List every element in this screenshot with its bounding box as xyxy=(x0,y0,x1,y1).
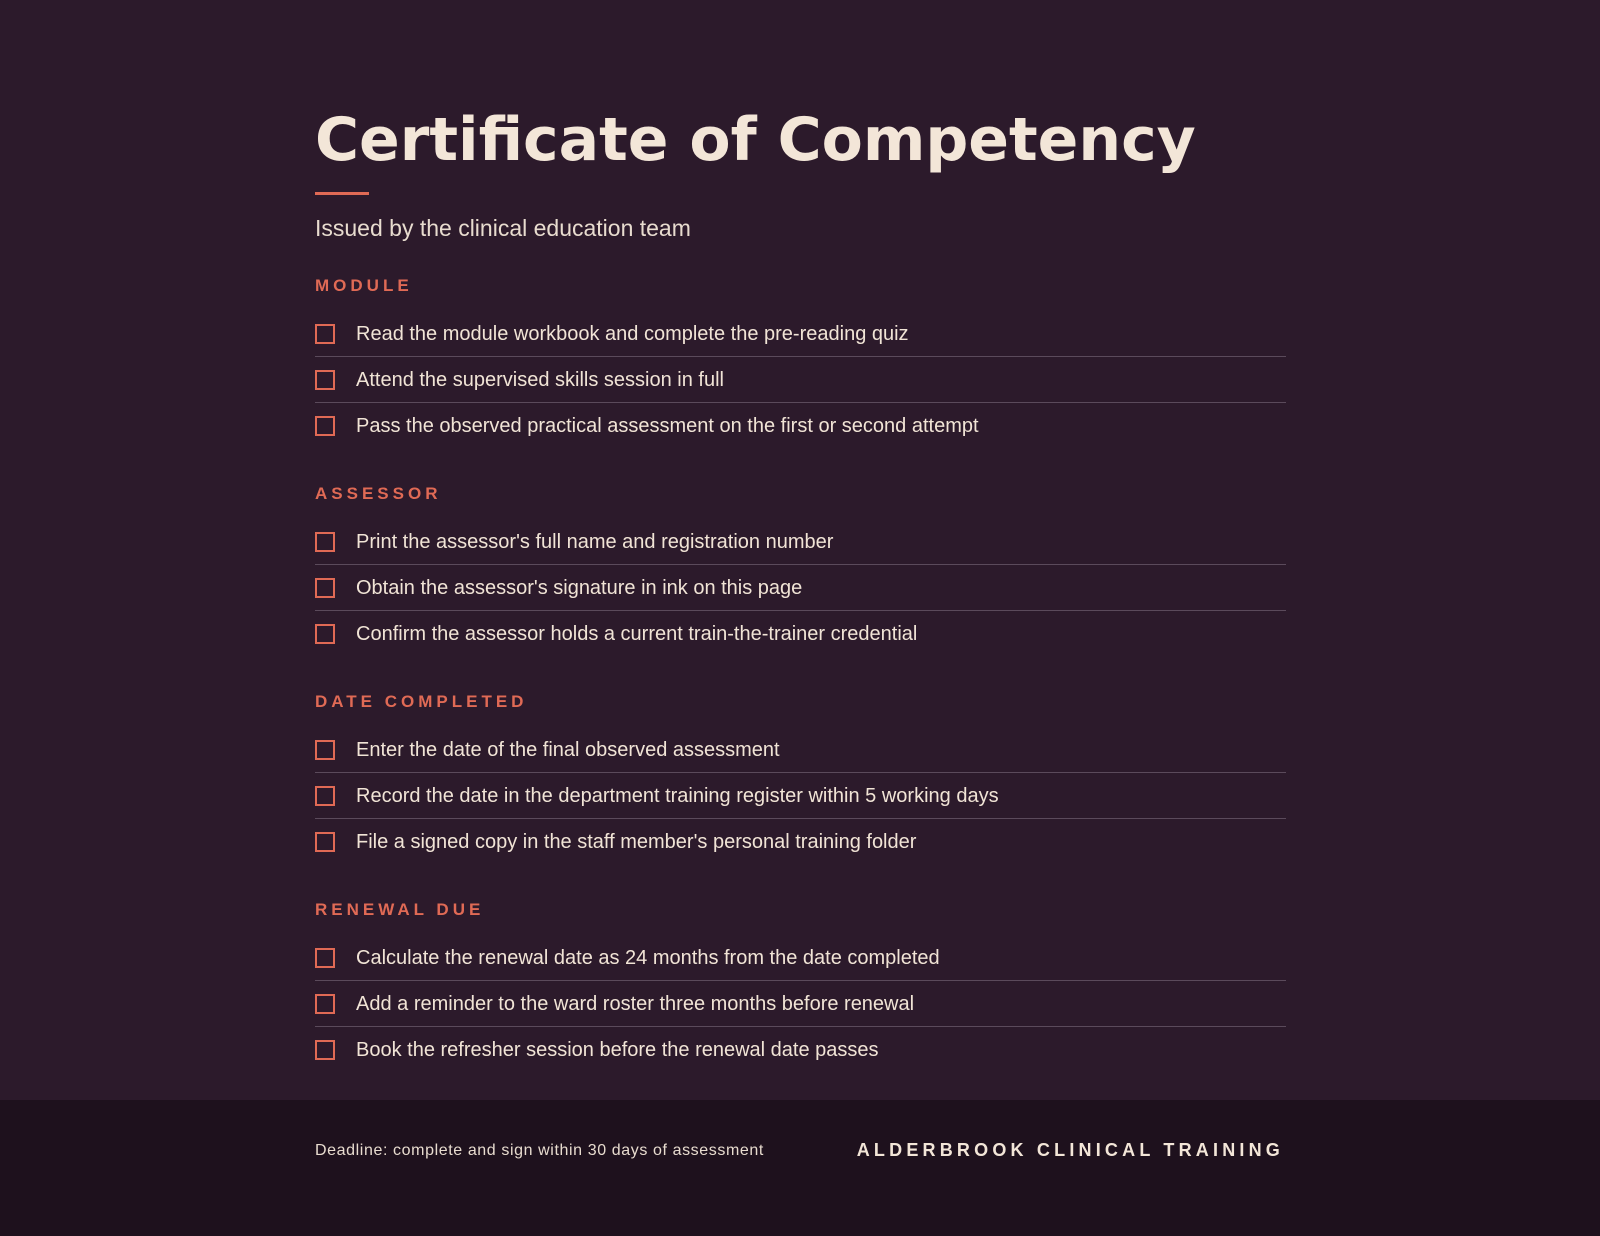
section-label-date-completed: DATE COMPLETED xyxy=(315,692,528,711)
checklist-item-text: Calculate the renewal date as 24 months from the date completed xyxy=(356,946,940,969)
checkbox-icon[interactable] xyxy=(315,370,335,390)
title-accent-rule xyxy=(315,192,369,195)
checklist-item-text: Read the module workbook and complete the pre-reading quiz xyxy=(356,322,909,345)
checklist-item-text: Enter the date of the final observed assessment xyxy=(356,738,780,761)
checklist-item[interactable] xyxy=(315,1027,1286,1072)
checkbox-icon[interactable] xyxy=(315,532,335,552)
checkbox-icon[interactable] xyxy=(315,1040,335,1060)
checklist-item[interactable] xyxy=(315,981,1286,1027)
brand-name: ALDERBROOK CLINICAL TRAINING xyxy=(856,1140,1284,1160)
checkbox-icon[interactable] xyxy=(315,416,335,436)
checkbox-icon[interactable] xyxy=(315,948,335,968)
section-assessor xyxy=(315,481,1286,656)
checkbox-icon[interactable] xyxy=(315,578,335,598)
checklist-item[interactable] xyxy=(315,403,1286,448)
checklist-item[interactable] xyxy=(315,311,1286,357)
checklist-item-text: Add a reminder to the ward roster three months before renewal xyxy=(356,992,915,1015)
deadline-note: Deadline: complete and sign within 30 days of assessment xyxy=(315,1142,764,1159)
checkbox-icon[interactable] xyxy=(315,832,335,852)
checklist-item[interactable] xyxy=(315,773,1286,819)
checklist-date-completed xyxy=(315,727,1286,864)
checklist-renewal-due xyxy=(315,935,1286,1072)
checklist-item[interactable] xyxy=(315,611,1286,656)
checkbox-icon[interactable] xyxy=(315,740,335,760)
checklist-item[interactable] xyxy=(315,565,1286,611)
certificate-content xyxy=(315,100,1286,1072)
checklist-item-text: File a signed copy in the staff member's personal training folder xyxy=(356,830,917,853)
checklist-item-text: Confirm the assessor holds a current train-the-trainer credential xyxy=(356,622,918,645)
section-label-renewal-due: RENEWAL DUE xyxy=(315,900,485,919)
checklist-item-text: Attend the supervised skills session in full xyxy=(356,368,724,391)
page-title: Certificate of Competency xyxy=(315,105,1196,175)
page-subtitle: Issued by the clinical education team xyxy=(315,215,691,241)
checklist-item-text: Obtain the assessor's signature in ink on this page xyxy=(356,576,803,599)
checkbox-icon[interactable] xyxy=(315,324,335,344)
section-label-module: MODULE xyxy=(315,276,413,295)
checkbox-icon[interactable] xyxy=(315,786,335,806)
checklist-item[interactable] xyxy=(315,519,1286,565)
checklist-item-text: Record the date in the department training register within 5 working days xyxy=(356,784,999,807)
checklist-item[interactable] xyxy=(315,935,1286,981)
checklist-module xyxy=(315,311,1286,448)
checklist-item[interactable] xyxy=(315,727,1286,773)
section-module xyxy=(315,273,1286,448)
section-label-assessor: ASSESSOR xyxy=(315,484,442,503)
checklist-item[interactable] xyxy=(315,819,1286,864)
page-footer xyxy=(0,1100,1600,1236)
checklist-assessor xyxy=(315,519,1286,656)
checkbox-icon[interactable] xyxy=(315,994,335,1014)
checklist-item-text: Print the assessor's full name and registration number xyxy=(356,530,834,553)
section-date-completed xyxy=(315,689,1286,864)
checklist-item-text: Pass the observed practical assessment on the first or second attempt xyxy=(356,414,979,437)
checklist-item-text: Book the refresher session before the renewal date passes xyxy=(356,1038,879,1061)
checkbox-icon[interactable] xyxy=(315,624,335,644)
section-renewal-due xyxy=(315,897,1286,1072)
checklist-item[interactable] xyxy=(315,357,1286,403)
